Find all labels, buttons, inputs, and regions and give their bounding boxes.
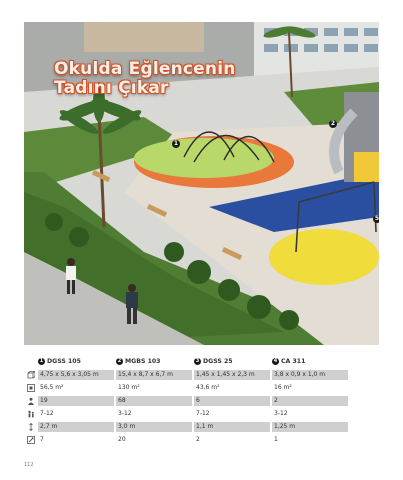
product-number-badge: 2 <box>117 357 122 364</box>
spec-cell: 2 <box>272 396 348 406</box>
spec-cell: 68 <box>116 396 192 406</box>
spec-row-installation <box>24 435 379 445</box>
product-heading-2 <box>116 358 192 365</box>
spec-cell: 43,6 m² <box>196 384 220 391</box>
spec-cell: 2 <box>196 436 200 443</box>
spec-cell: 3-12 <box>274 410 288 417</box>
spec-cell: 56,5 m² <box>40 384 64 391</box>
hero-title-line-2: Tadını Çıkar <box>54 78 169 98</box>
product-number-badge: 4 <box>273 357 278 364</box>
hero-title-line-1: Okulda Eğlencenin <box>54 59 236 79</box>
spec-row-capacity <box>24 396 379 406</box>
installation-icon <box>24 435 38 445</box>
product-heading-3 <box>194 358 270 365</box>
product-number-badge: 1 <box>39 357 44 364</box>
age-range-icon <box>24 409 38 419</box>
product-heading-4 <box>272 358 348 365</box>
dimensions-icon <box>24 370 38 380</box>
spec-cell: 7 <box>40 436 44 443</box>
spec-cell: 1,45 x 1,45 x 2,3 m <box>194 370 270 380</box>
spec-cell: 7-12 <box>196 410 210 417</box>
spec-cell: 7-12 <box>40 410 54 417</box>
product-code: CA 311 <box>281 357 306 365</box>
spec-cell: 6 <box>194 396 270 406</box>
capacity-icon <box>24 396 38 406</box>
spec-row-age-range <box>24 409 379 419</box>
spec-cell: 15,4 x 8,7 x 6,7 m <box>116 370 192 380</box>
spec-row-fall-height <box>24 422 379 432</box>
spec-cell: 1,25 m <box>272 422 348 432</box>
product-marker-5: 5 <box>374 215 379 222</box>
spec-cell: 2,7 m <box>38 422 114 432</box>
product-heading-1 <box>38 358 114 365</box>
spec-cell: 4,75 x 5,6 x 3,05 m <box>38 370 114 380</box>
fall-height-icon <box>24 422 38 432</box>
spec-cell: 3-12 <box>118 410 132 417</box>
spec-cell: 19 <box>38 396 114 406</box>
product-code: DGSS 105 <box>47 357 81 365</box>
spec-cell: 20 <box>118 436 126 443</box>
playground-illustration <box>24 22 379 345</box>
spec-row-area <box>24 383 379 393</box>
hero-title <box>54 60 236 98</box>
spec-row-dimensions <box>24 370 379 380</box>
product-marker-2: 2 <box>330 120 336 127</box>
spec-header-row <box>24 355 379 367</box>
spec-cell: 3,8 x 0,9 x 1,0 m <box>272 370 348 380</box>
area-icon <box>24 383 38 393</box>
spec-cell: 130 m² <box>118 384 140 391</box>
spec-cell: 1 <box>274 436 278 443</box>
spec-table <box>24 355 379 445</box>
spec-cell: 1,1 m <box>194 422 270 432</box>
product-code: DGSS 25 <box>203 357 233 365</box>
page-number: 112 <box>24 462 34 468</box>
product-number-badge: 3 <box>195 357 200 364</box>
product-code: MGBS 103 <box>125 357 161 365</box>
product-marker-1: 1 <box>173 140 179 147</box>
spec-cell: 3,0 m <box>116 422 192 432</box>
spec-cell: 16 m² <box>274 384 292 391</box>
